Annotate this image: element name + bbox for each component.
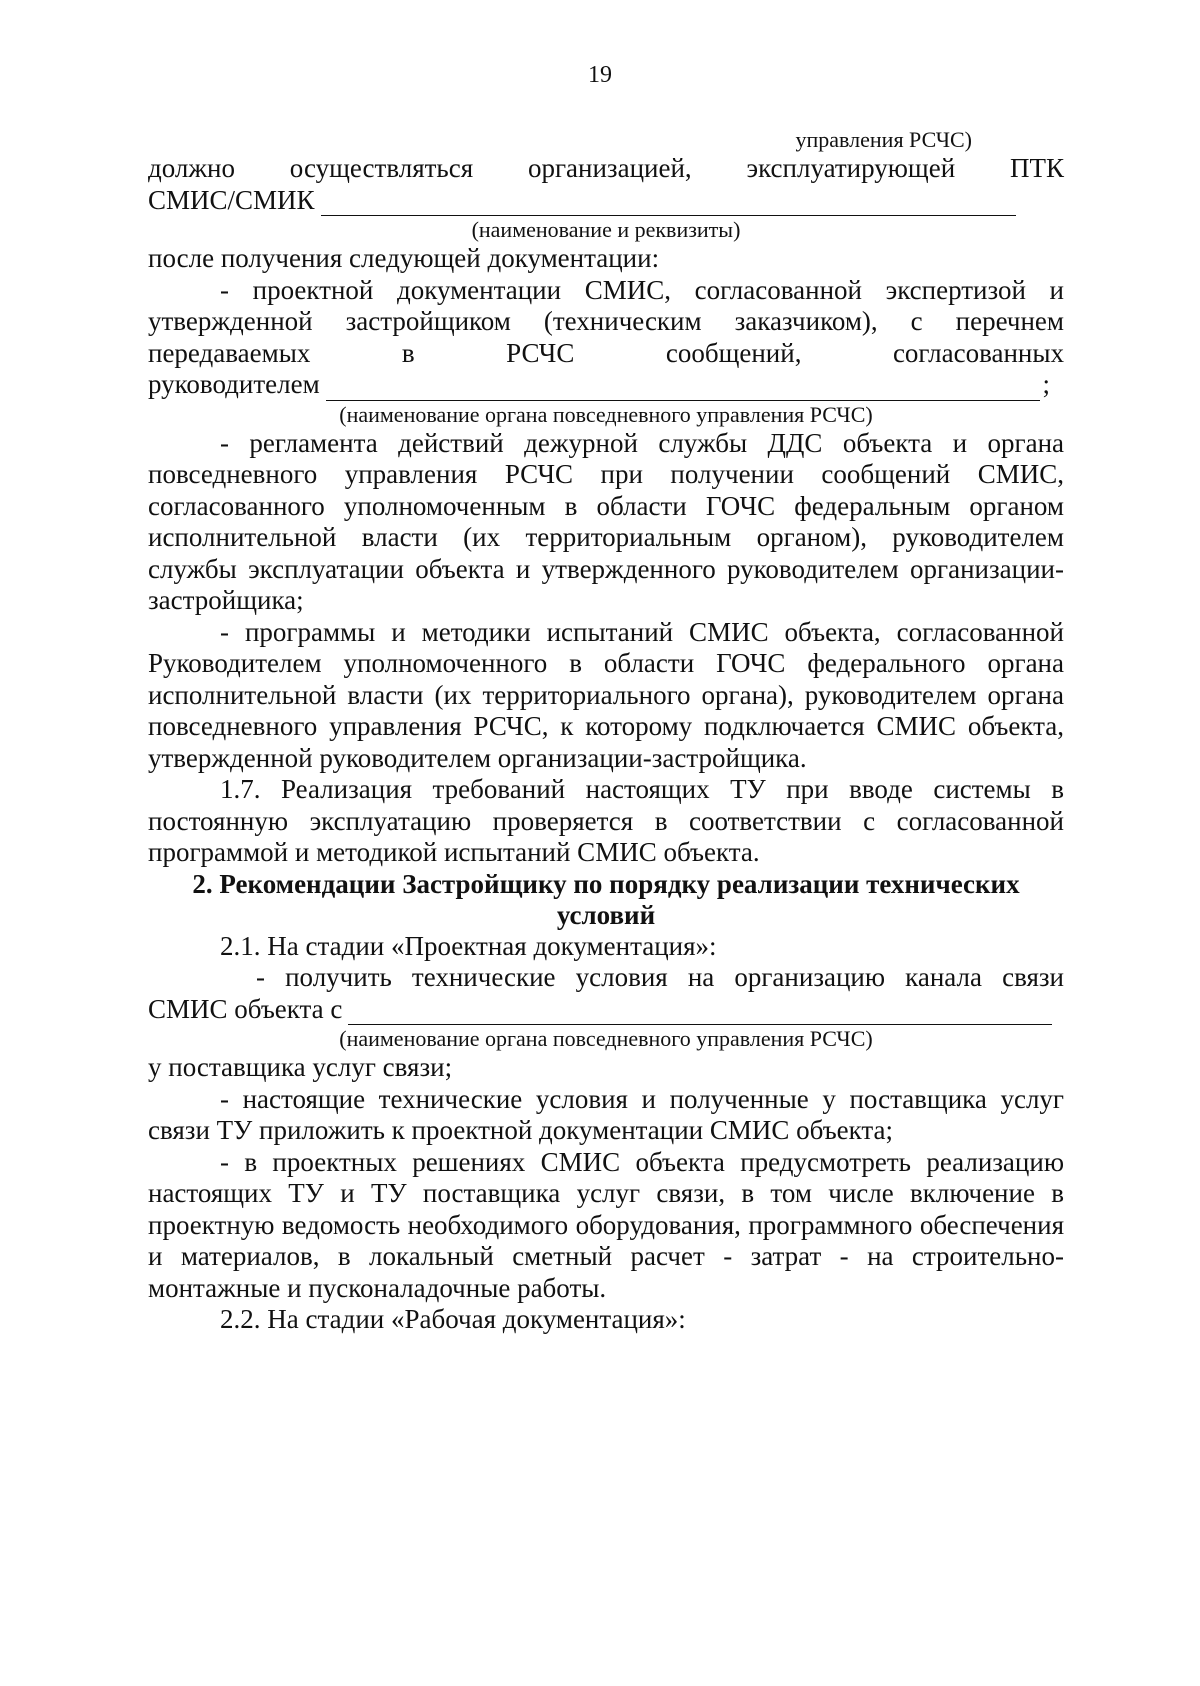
paragraph-1-7: 1.7. Реализация требований настоящих ТУ при вводе системы в постоянную эксплуатацию проверяется в соответствии с согласованной программой и методикой испытаний СМИС объекта. xyxy=(148,774,1064,867)
fill-in-line[interactable] xyxy=(348,1000,1052,1025)
fill-in-label: руководителем xyxy=(148,369,320,399)
caption-top: управления РСЧС) xyxy=(795,127,972,152)
fill-in-line[interactable] xyxy=(326,376,1041,401)
paragraph-2-2: 2.2. На стадии «Рабочая документация»: xyxy=(220,1304,686,1334)
caption-name: (наименование и реквизиты) xyxy=(471,217,741,242)
caption-organ-2: (наименование органа повседневного управления РСЧС) xyxy=(339,1026,873,1051)
fill-in-label: СМИС объекта с xyxy=(148,993,343,1024)
fill-in-organ xyxy=(148,994,1064,1026)
paragraph-line-1: должно осуществляться организацией, эксплуатирующей ПТК xyxy=(148,153,1064,183)
section-2-heading: 2. Рекомендации Застройщику по порядку реализации технических условий xyxy=(192,868,1020,930)
document-body xyxy=(148,126,1064,1336)
fill-in-manager xyxy=(148,369,1064,401)
paragraph-program: - программы и методики испытаний СМИС объекта, согласованной Руководителем уполномоченного в области ГОЧС федерального органа исполнительной власти (их территориального органа), руководителем органа повседневного управления РСЧС, к которому подключается СМИС объекта, утвержденной руководителем организации-застройщика. xyxy=(148,616,1064,773)
paragraph-2-1: 2.1. На стадии «Проектная документация»: xyxy=(220,930,717,961)
paragraph-2-1-b: у поставщика услуг связи; xyxy=(148,1052,453,1082)
paragraph-2-1-c: - настоящие технические условия и полученные у поставщика услуг связи ТУ приложить к проектной документации СМИС объекта; xyxy=(148,1083,1064,1145)
page-number: 19 xyxy=(588,62,612,88)
fill-in-label: СМИС/СМИК xyxy=(148,184,315,215)
caption-organ: (наименование органа повседневного управления РСЧС) xyxy=(339,401,873,427)
paragraph-2-1-d: - в проектных решениях СМИС объекта предусмотреть реализацию настоящих ТУ и ТУ поставщика услуг связи, в том числе включение в проектную ведомость необходимого оборудования, программного обеспечения и материалов, в локальный сметный расчет - затрат - на строительно-монтажные и пусконаладочные работы. xyxy=(148,1146,1064,1303)
paragraph-2-1-a: - получить технические условия на организацию канала связи xyxy=(256,962,1064,992)
paragraph-line-3: после получения следующей документации: xyxy=(148,243,660,273)
paragraph-regulation: - регламента действий дежурной службы ДДС объекта и органа повседневного управления РСЧС при получении сообщений СМИС, согласованного уполномоченным в области ГОЧС федеральным органом исполнительной власти (их территориальным органом), руководителем службы эксплуатации объекта и утвержденного руководителем организации-застройщика; xyxy=(148,427,1064,615)
fill-in-smis xyxy=(148,185,1064,217)
fill-in-line[interactable] xyxy=(321,191,1016,216)
paragraph-project-doc: - проектной документации СМИС, согласованной экспертизой и утвержденной застройщиком (техническим заказчиком), с перечнем передаваемых в РСЧС сообщений, согласованных xyxy=(148,274,1064,368)
fill-in-tail: ; xyxy=(1042,369,1050,399)
